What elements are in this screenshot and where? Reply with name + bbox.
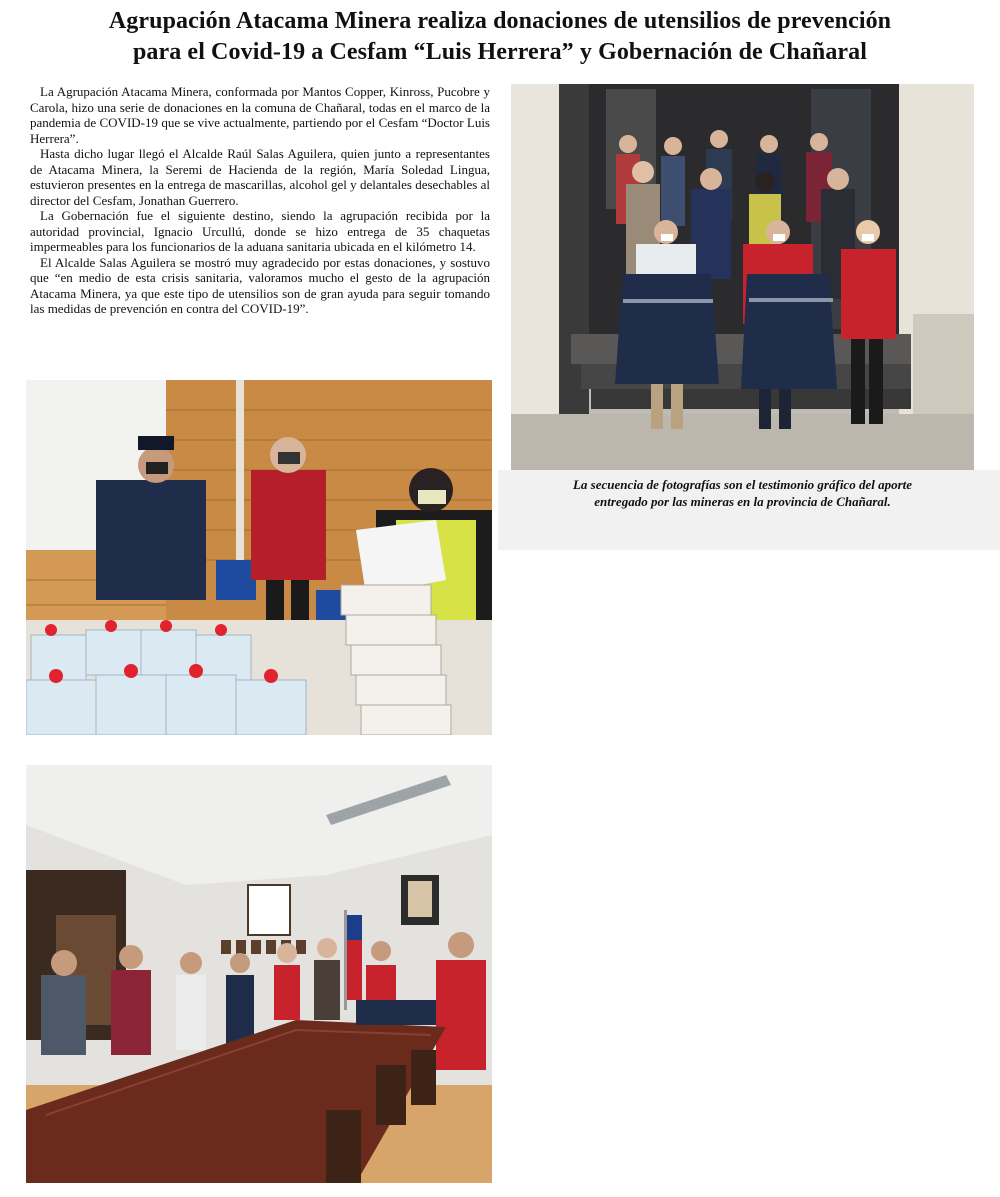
photo-meeting-room: [26, 765, 492, 1183]
photo-group-on-steps: [511, 84, 974, 470]
article-paragraph: La Gobernación fue el siguiente destino, siendo la agrupación recibida por la autoridad provincial, Ignacio Urcullú, donde se hizo entrega de 35 chaquetas impermeables para los funcionarios de la aduana sanitaria ubicada en el kilómetro 14.: [30, 208, 490, 254]
article-body: [30, 84, 490, 317]
article-paragraph: Hasta dicho lugar llegó el Alcalde Raúl Salas Aguilera, quien junto a representantes de Atacama Minera, la Seremi de Hacienda de la región, María Soledad Lingua, estuvieron presentes en la entrega de mascarillas, alcohol gel y delantales desechables al director del Cesfam, Jonathan Guerrero.: [30, 146, 490, 208]
article-paragraph: La Agrupación Atacama Minera, conformada por Mantos Copper, Kinross, Pucobre y Carola, hizo una serie de donaciones en la comuna de Chañaral, todas en el marco de la pandemia de COVID-19 que se vive actualmente, partiendo por el Cesfam “Doctor Luis Herrera”.: [30, 84, 490, 146]
photo-supplies-donation: [26, 380, 492, 735]
photo-caption: [511, 476, 974, 510]
headline-line-1: Agrupación Atacama Minera realiza donaciones de utensilios de prevención: [108, 8, 892, 34]
caption-line-1: La secuencia de fotografías son el testimonio gráfico del aporte: [572, 477, 913, 492]
headline-line-2: para el Covid-19 a Cesfam “Luis Herrera” y Gobernación de Chañaral: [132, 39, 868, 65]
caption-line-2: entregado por las mineras en la provincia de Chañaral.: [594, 494, 891, 509]
article-paragraph: El Alcalde Salas Aguilera se mostró muy agradecido por estas donaciones, y sostuvo que “en medio de esta crisis sanitaria, valoramos mucho el gesto de la agrupación Atacama Minera, ya que este tipo de utensilios son de gran ayuda para seguir tomando las medidas de prevención en contra del COVID-19”.: [30, 254, 490, 316]
article-headline: [0, 6, 1000, 68]
